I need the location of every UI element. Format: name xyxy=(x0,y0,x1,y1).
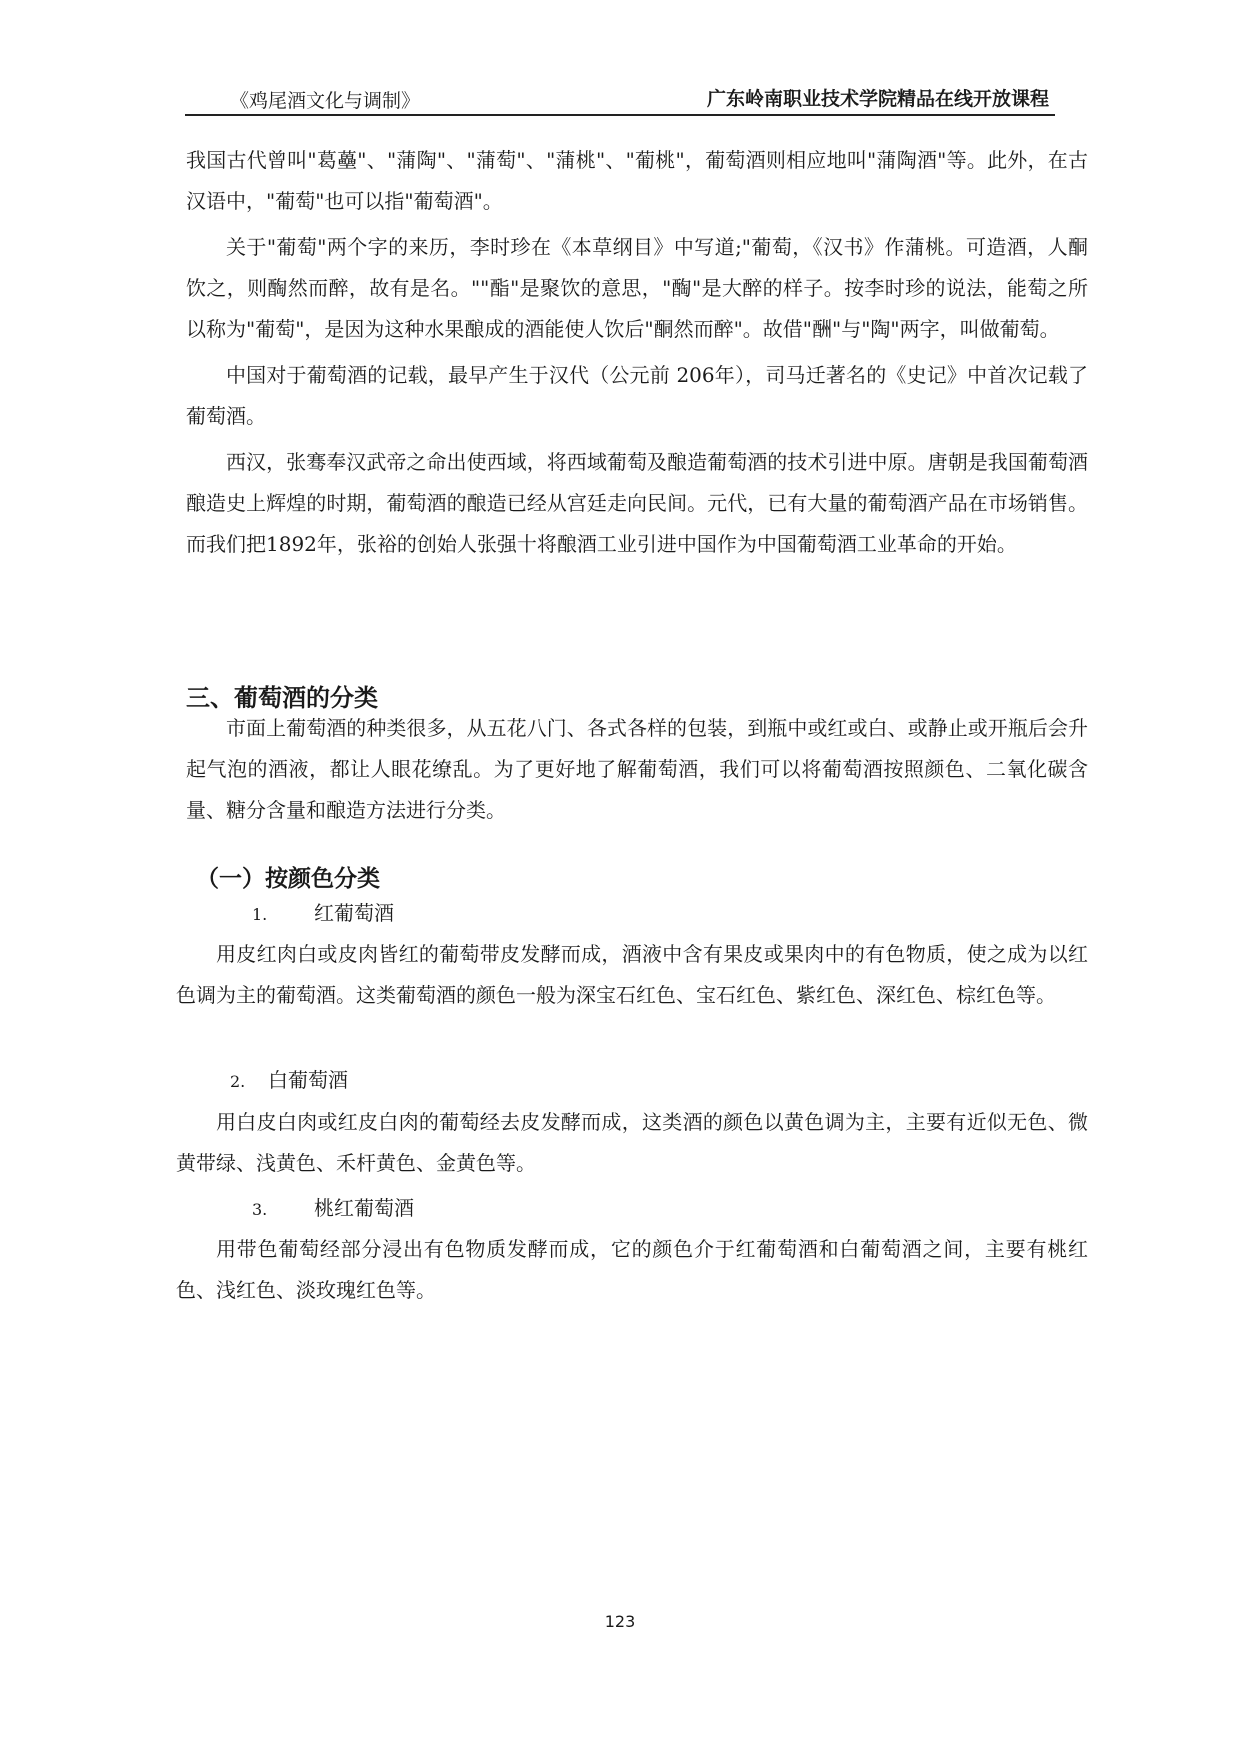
paragraph: 用白皮白肉或红皮白肉的葡萄经去皮发酵而成，这类酒的颜色以黄色调为主，主要有近似无色、微黄带绿、浅黄色、禾杆黄色、金黄色等。 xyxy=(176,1110,1088,1175)
item-text-rose-wine xyxy=(176,1229,1088,1311)
paragraph: 用带色葡萄经部分浸出有色物质发酵而成，它的颜色介于红葡萄酒和白葡萄酒之间，主要有桃红色、浅红色、淡玫瑰红色等。 xyxy=(176,1237,1088,1302)
item-number: 3. xyxy=(252,1200,268,1219)
item-heading-red-wine xyxy=(252,898,394,930)
paragraph: 用皮红肉白或皮肉皆红的葡萄带皮发酵而成，酒液中含有果皮或果肉中的有色物质，使之成为以红色调为主的葡萄酒。这类葡萄酒的颜色一般为深宝石红色、宝石红色、紫红色、深红色、棕红色等。 xyxy=(176,942,1088,1007)
item-heading-rose-wine xyxy=(252,1193,414,1225)
item-title: 桃红葡萄酒 xyxy=(313,1196,414,1220)
item-heading-white-wine xyxy=(230,1065,348,1097)
paragraph: 我国古代曾叫"葛蘲"、"蒲陶"、"蒲萄"、"蒲桃"、"葡桃"，葡萄酒则相应地叫"蒲陶酒"等。此外，在古汉语中，"葡萄"也可以指"葡萄酒"。 xyxy=(186,148,1088,213)
page-number: 123 xyxy=(604,1612,636,1631)
section-intro xyxy=(186,708,1088,836)
item-number: 1. xyxy=(252,905,268,924)
paragraph: 西汉，张骞奉汉武帝之命出使西域，将西域葡萄及酿造葡萄酒的技术引进中原。唐朝是我国葡萄酒酿造史上辉煌的时期，葡萄酒的酿造已经从宫廷走向民间。元代，已有大量的葡萄酒产品在市场销售。而我们把1892年，张裕的创始人张强十将酿酒工业引进中国作为中国葡萄酒工业革命的开始。 xyxy=(186,450,1088,556)
item-number: 2. xyxy=(230,1072,246,1091)
intro-text xyxy=(186,140,1088,570)
item-title: 白葡萄酒 xyxy=(267,1068,348,1092)
page-header xyxy=(185,84,1055,116)
item-text-red-wine xyxy=(176,934,1088,1016)
item-title: 红葡萄酒 xyxy=(313,901,394,925)
header-institution: 广东岭南职业技术学院精品在线开放课程 xyxy=(706,88,1049,110)
paragraph: 市面上葡萄酒的种类很多，从五花八门、各式各样的包装，到瓶中或红或白、或静止或开瓶后会升起气泡的酒液，都让人眼花缭乱。为了更好地了解葡萄酒，我们可以将葡萄酒按照颜色、二氧化碳含量、糖分含量和酿造方法进行分类。 xyxy=(186,716,1088,822)
subsection-heading: （一）按颜色分类 xyxy=(196,866,380,892)
item-text-white-wine xyxy=(176,1102,1088,1184)
section-heading: 三、葡萄酒的分类 xyxy=(186,684,378,712)
paragraph: 关于"葡萄"两个字的来历，李时珍在《本草纲目》中写道;"葡萄，《汉书》作蒲桃。可造酒，人酮饮之，则醄然而醉，故有是名。""酯"是聚饮的意思，"醄"是大醉的样子。按李时珍的说法，能萄之所以称为"葡萄"，是因为这种水果酿成的酒能使人饮后"酮然而醉"。故借"酬"与"陶"两字，叫做葡萄。 xyxy=(186,235,1088,341)
paragraph: 中国对于葡萄酒的记载，最早产生于汉代（公元前 206年），司马迁著名的《史记》中首次记载了葡萄酒。 xyxy=(186,363,1088,428)
header-course-title: 《鸡尾酒文化与调制》 xyxy=(230,90,421,112)
